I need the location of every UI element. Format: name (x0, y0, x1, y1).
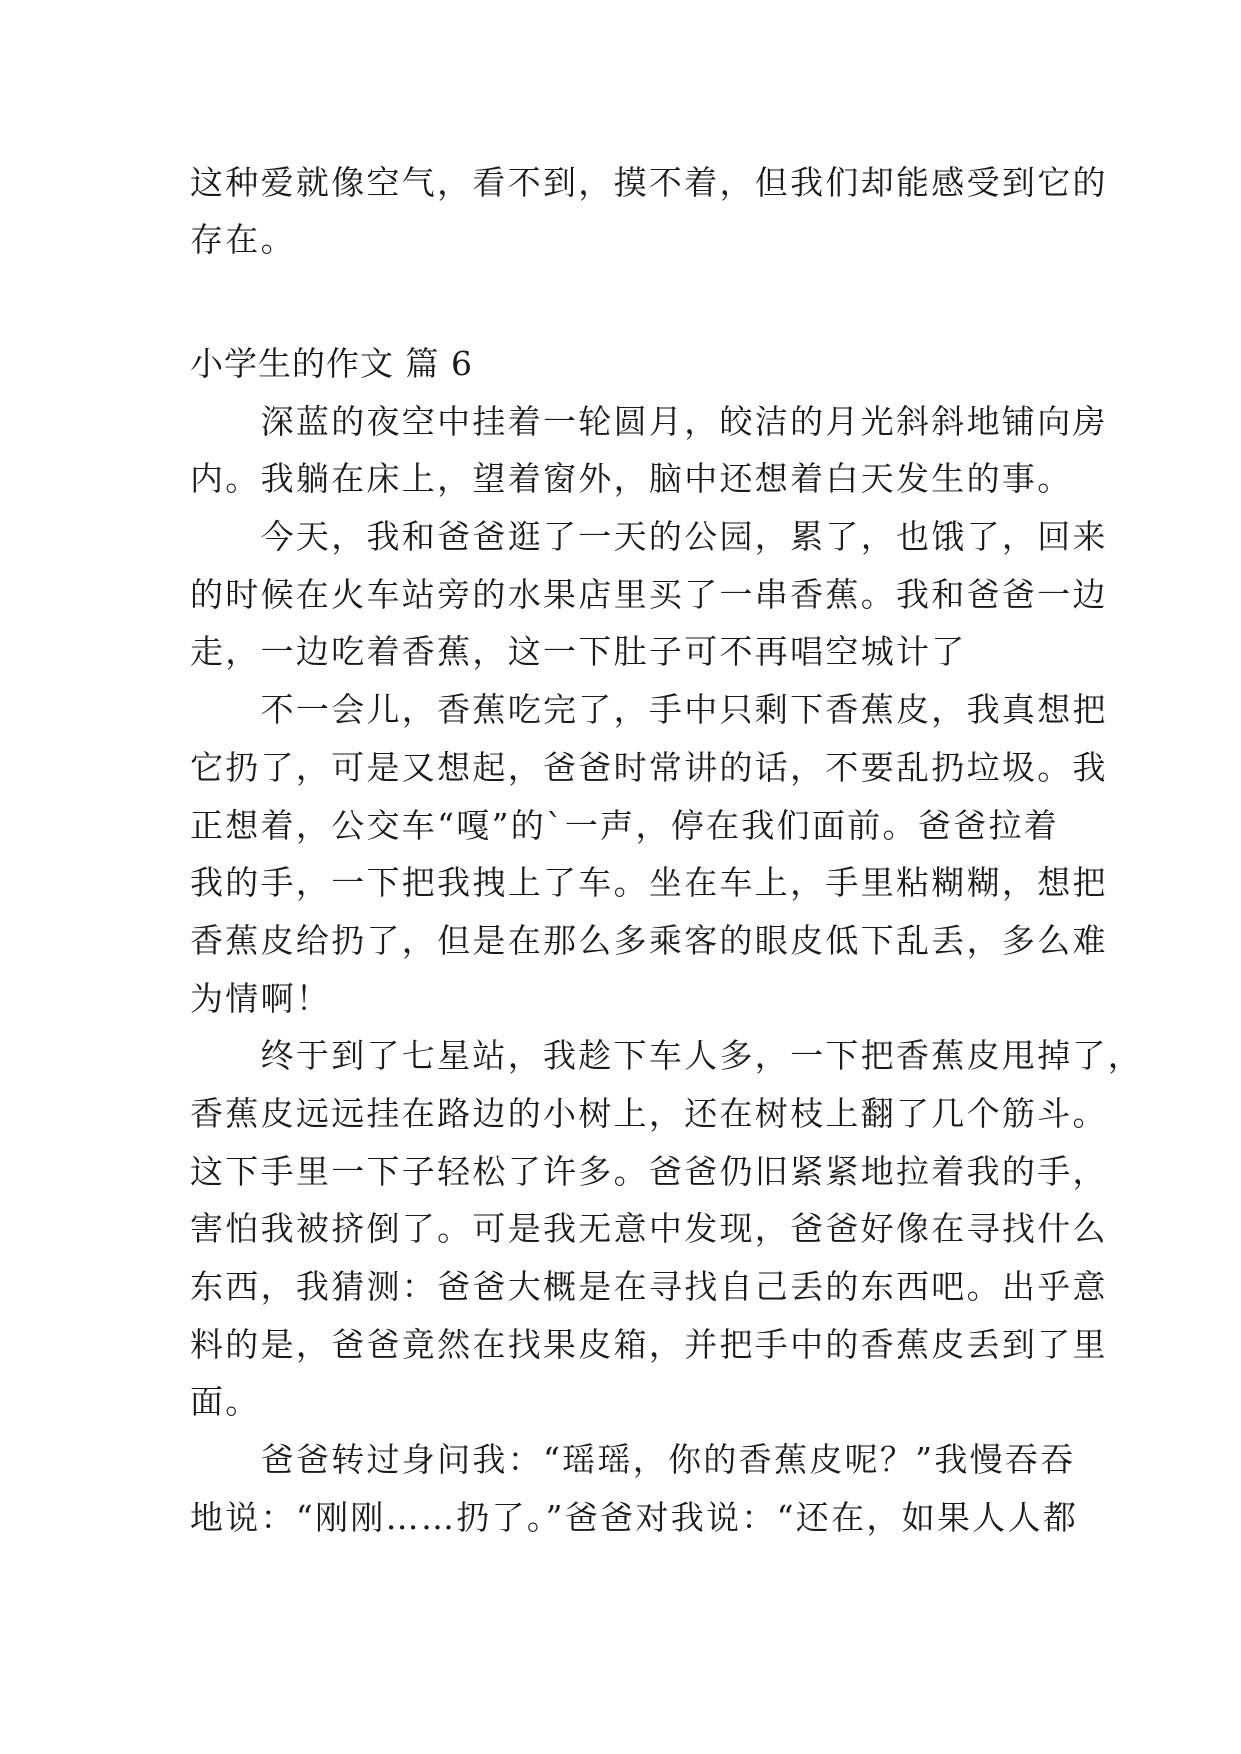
text-line: 东西，我猜测：爸爸大概是在寻找自己丢的东西吧。出乎意 (190, 1267, 1108, 1306)
text-line: 的时候在火车站旁的水果店里买了一串香蕉。我和爸爸一边 (190, 575, 1108, 614)
text-line: 深蓝的夜空中挂着一轮圆月，皎洁的月光斜斜地铺向房 (190, 402, 1108, 441)
text-line: 正想着，公交车“嘎”的`一声，停在我们面前。爸爸拉着 (190, 806, 1060, 845)
text-line: 存在。 (190, 220, 296, 259)
text-line: 爸爸转过身问我：“瑶瑶，你的香蕉皮呢？”我慢吞吞 (190, 1440, 1076, 1479)
text-line: 我的手，一下把我拽上了车。坐在车上，手里粘糊糊，想把 (190, 863, 1108, 902)
text-line: 香蕉皮远远挂在路边的小树上，还在树枝上翻了几个筋斗。 (190, 1094, 1108, 1133)
text-line: 面。 (190, 1382, 261, 1421)
text-line: 内。我躺在床上，望着窗外，脑中还想着白天发生的事。 (190, 459, 1073, 498)
text-line: 走，一边吃着香蕉，这一下肚子可不再唱空城计了 (190, 632, 967, 671)
text-line: 它扔了，可是又想起，爸爸时常讲的话，不要乱扔垃圾。我 (190, 748, 1108, 787)
text-line: 地说：“刚刚……扔了。”爸爸对我说：“还在，如果人人都 (190, 1498, 1079, 1537)
text-line: 害怕我被挤倒了。可是我无意中发现，爸爸好像在寻找什么 (190, 1209, 1108, 1248)
text-line: 香蕉皮给扔了，但是在那么多乘客的眼皮低下乱丢，多么难 (190, 921, 1108, 960)
section-title: 小学生的作文 篇 6 (190, 344, 473, 383)
text-line: 今天，我和爸爸逛了一天的公园，累了，也饿了，回来 (190, 517, 1108, 556)
text-line: 不一会儿，香蕉吃完了，手中只剩下香蕉皮，我真想把 (190, 690, 1108, 729)
text-line: 终于到了七星站，我趁下车人多，一下把香蕉皮甩掉了， (190, 1036, 1144, 1075)
text-line: 料的是，爸爸竟然在找果皮箱，并把手中的香蕉皮丢到了里 (190, 1325, 1108, 1364)
text-line: 为情啊！ (190, 979, 332, 1018)
text-line: 这种爱就像空气，看不到，摸不着，但我们却能感受到它的 (190, 163, 1108, 202)
text-line: 这下手里一下子轻松了许多。爸爸仍旧紧紧地拉着我的手， (190, 1152, 1108, 1191)
